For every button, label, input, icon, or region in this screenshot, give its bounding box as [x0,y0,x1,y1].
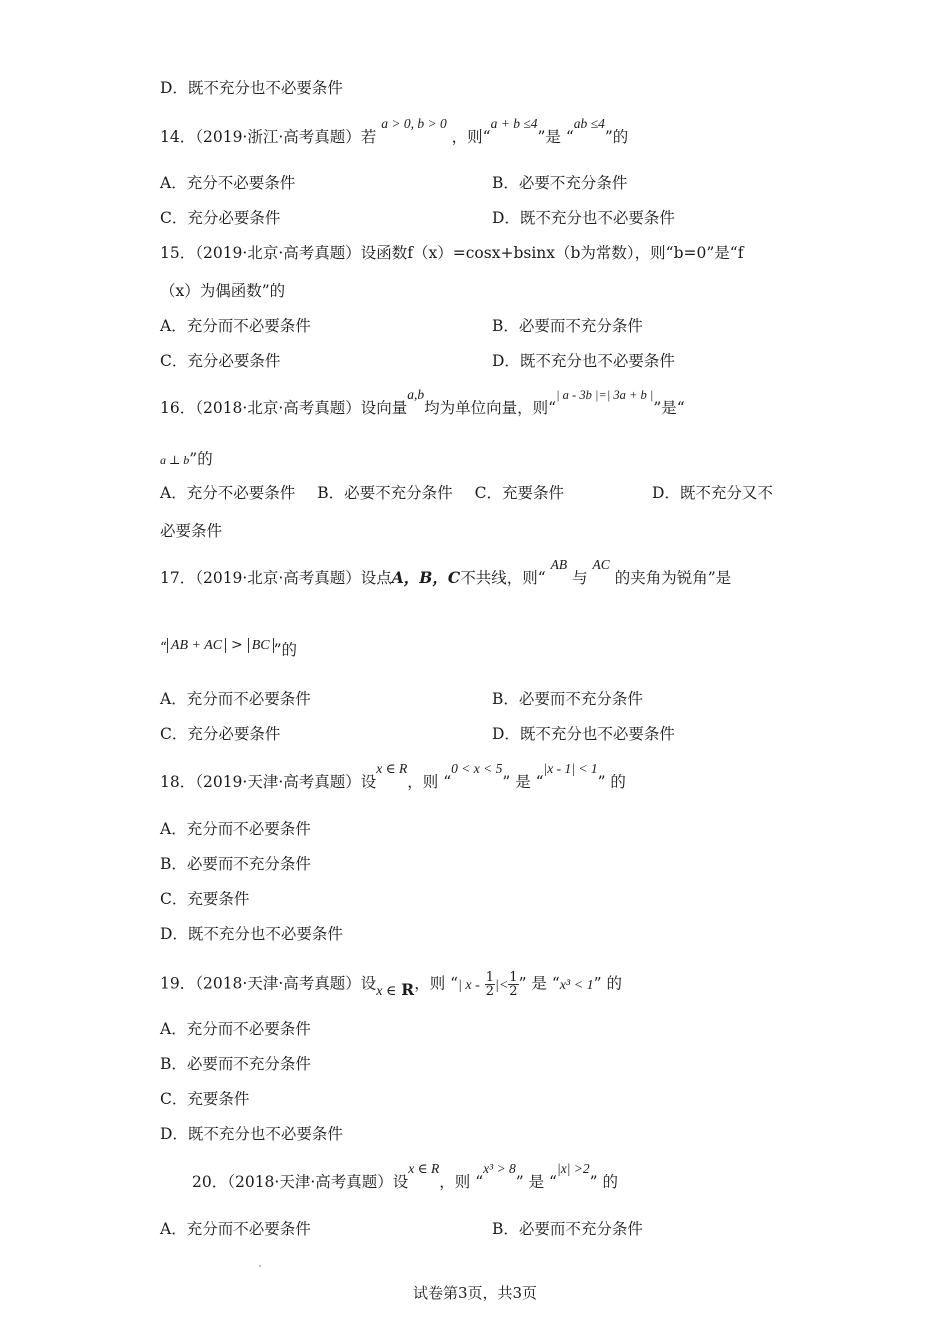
question-19 [160,971,622,998]
q19-option-a: A．充分而不必要条件 [160,1020,311,1038]
q16-text: ”是“ [653,399,685,417]
q16-vectors: a,b [407,387,425,402]
q17-text: 的夹角为锐角”是 [614,569,732,587]
q13-option-d: D．既不充分也不必要条件 [160,79,343,97]
q17-text: 不共线，则“ [460,569,546,587]
q14-q: ab ≤4 [573,116,605,131]
question-15 [160,243,743,263]
q14-source: （2019·浙江·高考真题）若 [195,128,377,146]
q16-stem-cont [160,449,213,470]
q20-p: x³ > 8 [483,1161,516,1176]
q18-option-a: A．充分而不必要条件 [160,820,311,838]
q19-option-d: D．既不充分也不必要条件 [160,1125,343,1143]
q17-option-b: B．必要而不充分条件 [492,690,643,708]
q16-stem: 16．（2018·北京·高考真题）设向量 [160,399,408,417]
q19-stem: 19．（2018·天津·高考真题）设 [160,974,377,993]
q19-q: x³ < 1 [559,977,594,993]
q14-option-d: D．既不充分也不必要条件 [492,209,675,227]
q16-option-b: B．必要不充分条件 [317,484,453,502]
q18-option-d: D．既不充分也不必要条件 [160,925,343,943]
q19-reals: R [401,979,415,999]
q18-stem: 18．（2019·天津·高考真题）设 [160,773,377,791]
q19-p1: | x - [458,977,480,993]
q20-x: x ∈ R [408,1161,440,1176]
q14-text: ”的 [604,128,629,146]
q18-text: ” 是 “ [502,773,544,791]
question-20 [192,1161,618,1193]
q14-option-a: A．充分不必要条件 [160,174,296,192]
q14-text: ，则“ [451,128,491,146]
q16-option-d-cont: 必要条件 [160,522,223,540]
q17-lhs: AB + AC [167,638,226,653]
q16-option-a: A．充分不必要条件 [160,484,296,502]
q18-text: ” 的 [597,773,626,791]
q17-points: A，B，C [391,568,461,587]
q19-frac-den: 2 [509,984,518,999]
q14-p: a + b ≤4 [490,116,538,131]
question-14 [160,116,629,148]
q16-perp: a ⊥ b [160,453,190,467]
q18-q: |x - 1| < 1 [543,761,598,776]
q15-option-a: A．充分而不必要条件 [160,317,311,335]
q17-rhs: BC [248,638,274,653]
scan-dot [259,1265,261,1267]
q19-frac-num: 1 [485,970,494,985]
q18-option-c: C．充要条件 [160,890,250,908]
q14-option-b: B．必要不充分条件 [492,174,628,192]
q15-option-c: C．充分必要条件 [160,352,281,370]
q14-stem: 14． [160,128,196,146]
q17-stem-cont [160,637,298,662]
q19-option-c: C．充要条件 [160,1090,250,1108]
q18-text: ，则 “ [407,773,452,791]
q20-text: ” 的 [589,1173,618,1191]
q17-option-c: C．充分必要条件 [160,725,281,743]
q20-stem: 20．（2018·天津·高考真题）设 [192,1173,409,1191]
q14-condition: a > 0, b > 0 [381,116,447,131]
q17-text: ”的 [273,641,298,659]
q19-fraction [485,971,495,998]
q20-text: ” 是 “ [515,1173,557,1191]
q17-stem: 17．（2019·北京·高考真题）设点 [160,569,392,587]
q14-option-c: C．充分必要条件 [160,209,281,227]
q15-function: f（x）=cosx+bsinx（b为常数），则“b=0”是“f [407,244,744,262]
q19-fraction [508,971,518,998]
q19-text: ” 的 [593,974,622,993]
q17-text: 与 [572,569,588,587]
q19-option-b: B．必要而不充分条件 [160,1055,311,1073]
q17-vec-ab: AB [550,557,568,572]
q19-text: ” 是 “ [518,974,560,993]
q18-x: x ∈ R [376,761,408,776]
q15-option-b: B．必要而不充分条件 [492,317,643,335]
q19-frac-num: 1 [509,970,518,985]
q16-options [160,483,773,503]
q14-text: ”是 “ [537,128,574,146]
q17-gt: > [231,637,243,653]
question-17 [160,557,732,589]
q16-text: 均为单位向量，则“ [424,399,557,417]
q17-option-a: A．充分而不必要条件 [160,690,311,708]
q19-frac-den: 2 [485,984,494,999]
q18-p: 0 < x < 5 [451,761,503,776]
q19-text: ，则 “ [414,974,459,993]
q19-p2: |< [495,977,509,993]
q16-condition: | a - 3b |=| 3a + b | [556,388,654,402]
q18-option-b: B．必要而不充分条件 [160,855,311,873]
q20-text: ，则 “ [439,1173,484,1191]
q16-option-c: C．充要条件 [474,484,564,502]
q15-stem: 15．（2019·北京·高考真题）设函数 [160,244,408,262]
q19-x: x ∈ [376,983,397,999]
q20-option-a: A．充分而不必要条件 [160,1220,311,1238]
q20-option-b: B．必要而不充分条件 [492,1220,643,1238]
question-16 [160,387,685,419]
q17-option-d: D．既不充分也不必要条件 [492,725,675,743]
question-18 [160,761,626,793]
page-footer: 试卷第3页，共3页 [412,1284,538,1302]
q17-text: “ [160,640,167,656]
q16-text: ”的 [189,450,213,468]
q16-option-d: D．既不充分又不 [651,484,773,502]
q15-stem-cont: （x）为偶函数”的 [160,282,286,300]
q15-option-d: D．既不充分也不必要条件 [492,352,675,370]
q20-q: |x| >2 [556,1161,590,1176]
q17-vec-ac: AC [592,557,610,572]
